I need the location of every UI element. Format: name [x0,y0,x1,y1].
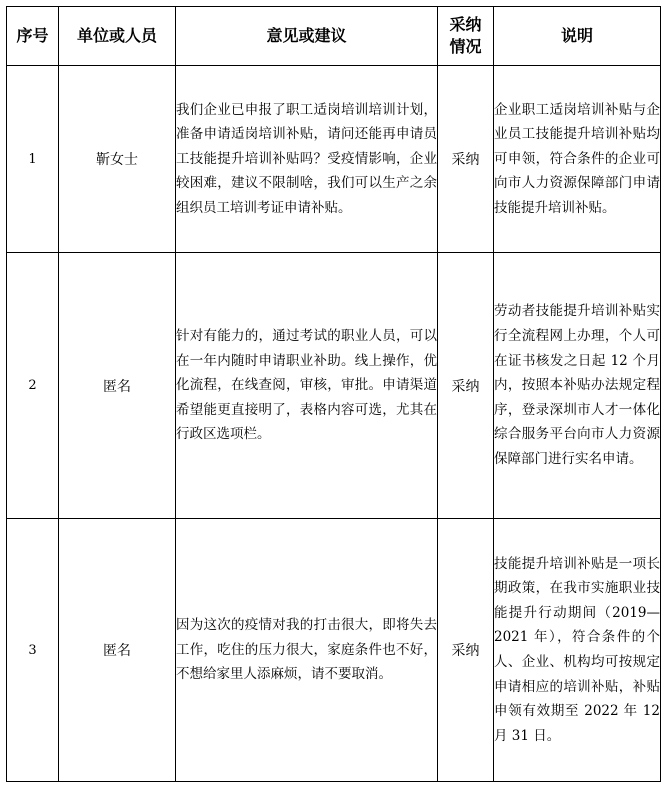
header-no: 序号 [7,7,59,66]
table-row [7,253,661,519]
row-opinion: 针对有能力的，通过考试的职业人员，可以在一年内随时申请职业补助。线上操作，优化流程，在线查阅，审核，审批。申请渠道希望能更直接明了，表格内容可选，尤其在行政区选项栏。 [176,253,438,519]
row-unit: 匿名 [59,253,176,519]
row-note: 劳动者技能提升培训补贴实行全流程网上办理，个人可在证书核发之日起 12 个月内，按照本补贴办法规定程序，登录深圳市人才一体化综合服务平台向市人力资源保障部门进行实名申请。 [494,253,661,519]
row-number: 1 [7,66,59,253]
row-unit: 匿名 [59,519,176,782]
row-adopt-status: 采纳 [438,519,494,782]
row-note: 技能提升培训补贴是一项长期政策，在我市实施职业技能提升行动期间（2019—2021 年），符合条件的个人、企业、机构均可按规定申请相应的培训补贴，补贴申领有效期至 2022 年 12 月 31 日。 [494,519,661,782]
table-row [7,519,661,782]
row-adopt-status: 采纳 [438,66,494,253]
header-unit: 单位或人员 [59,7,176,66]
header-note: 说明 [494,7,661,66]
row-number: 2 [7,253,59,519]
opinions-table [6,6,661,782]
row-unit: 靳女士 [59,66,176,253]
table-row [7,66,661,253]
row-number: 3 [7,519,59,782]
row-note: 企业职工适岗培训补贴与企业员工技能提升培训补贴均可申领，符合条件的企业可向市人力资源保障部门申请技能提升培训补贴。 [494,66,661,253]
row-opinion: 因为这次的疫情对我的打击很大，即将失去工作，吃住的压力很大，家庭条件也不好，不想给家里人添麻烦，请不要取消。 [176,519,438,782]
header-opinion: 意见或建议 [176,7,438,66]
row-opinion: 我们企业已申报了职工适岗培训培训计划，准备申请适岗培训补贴，请问还能再申请员工技能提升培训补贴吗？受疫情影响，企业较困难，建议不限制啥，我们可以生产之余组织员工培训考证申请补贴。 [176,66,438,253]
row-adopt-status: 采纳 [438,253,494,519]
header-adopt: 采纳 情况 [438,7,494,66]
header-row [7,7,661,66]
